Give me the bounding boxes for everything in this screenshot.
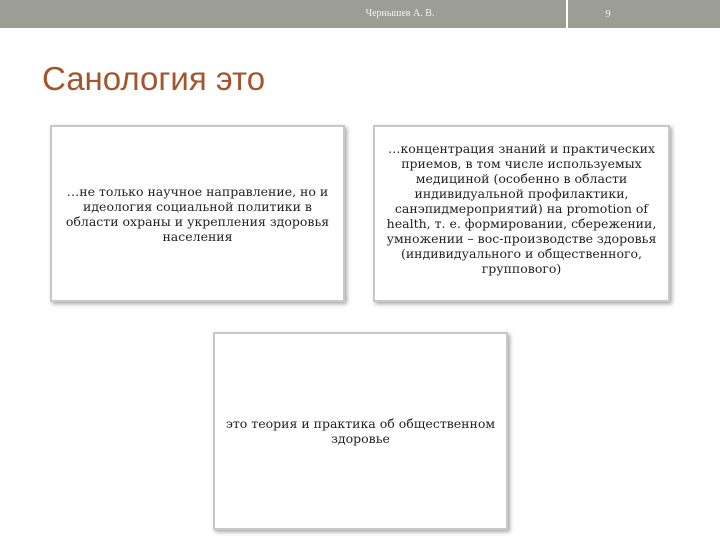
definition-text-bottom: это теория и практика об общественном здоровье <box>225 416 496 446</box>
slide-title: Санология это <box>42 60 266 97</box>
header-bar <box>0 0 720 28</box>
definition-text-left: …не только научное направление, но и идеология социальной политики в области охраны и укрепления здоровья населения <box>65 183 330 244</box>
definition-box-bottom <box>213 332 508 530</box>
page-number: 9 <box>605 8 611 20</box>
definition-box-left <box>50 125 345 302</box>
header-author: Чернышев А. В. <box>365 8 435 19</box>
definition-box-right <box>373 125 670 302</box>
definition-text-right: …концентрация знаний и практических приемов, в том числе используемых медициной (особенно в области индивидуальной профилактики, санэпидмероприятий) на promotion of health, т. е. формировании, сбережении, умножении – вос-производстве здоровья (индивидуального и общественного, группового) <box>386 141 657 276</box>
